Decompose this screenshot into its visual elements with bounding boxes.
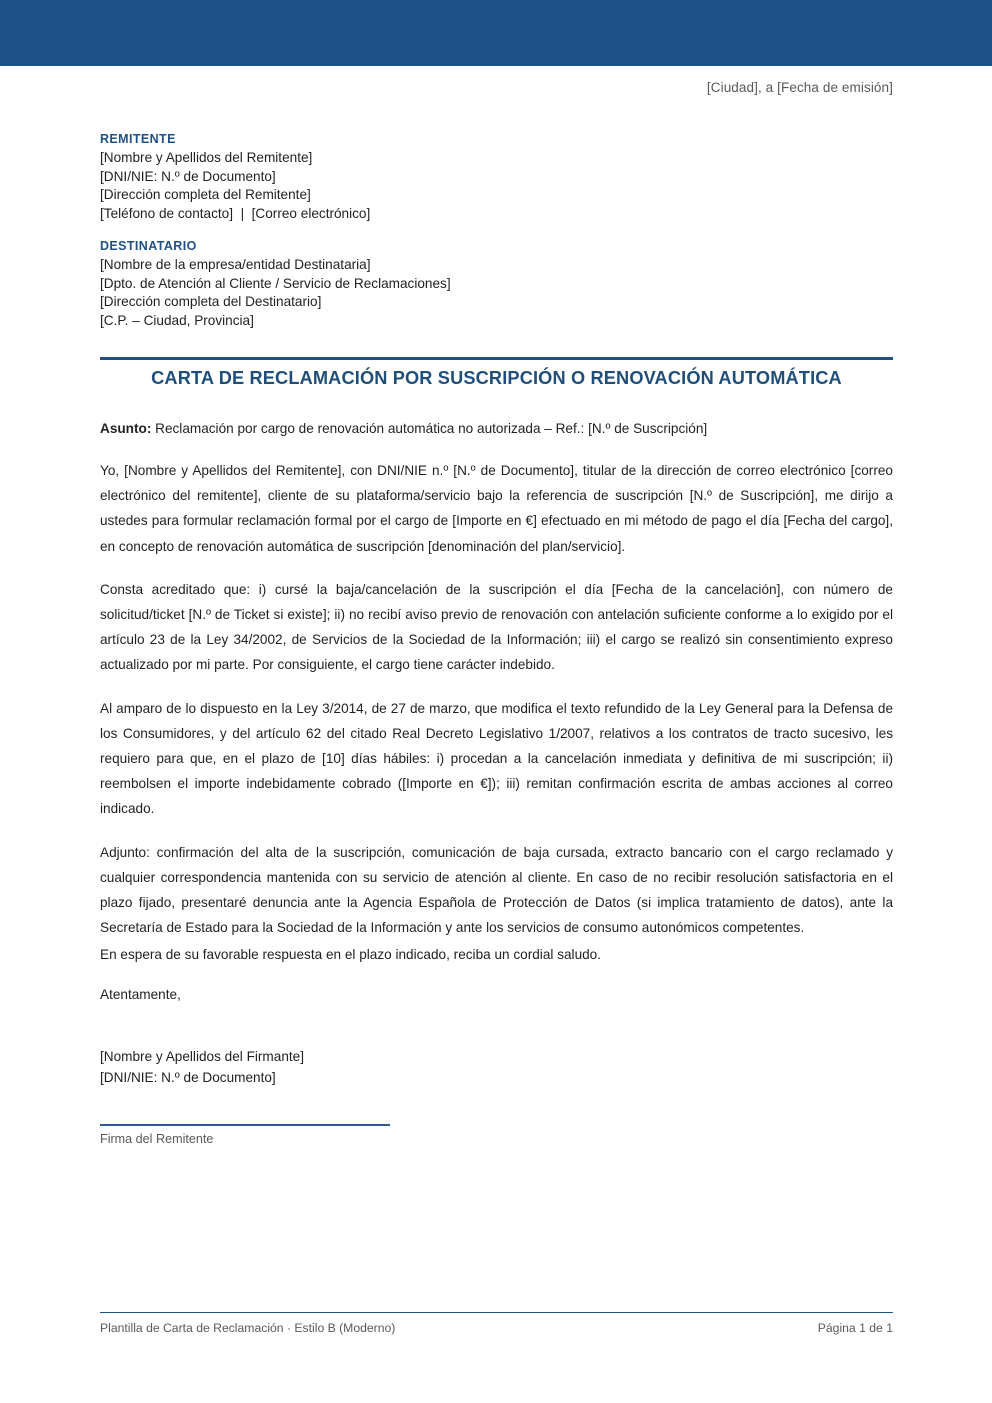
letter-body	[100, 458, 893, 940]
signer-block	[100, 1046, 893, 1088]
sender-heading: REMITENTE	[100, 132, 176, 146]
body-paragraph-2: Consta acreditado que: i) cursé la baja/cancelación de la suscripción el día [Fecha de la cancelación], con número de solicitud/ticket [N.º de Ticket si existe]; ii) no recibí aviso previo de renovación con antelación suficiente conforme a lo exigido por el artículo 23 de la Ley 34/2002, de Servicios de la Sociedad de la Información; iii) el cargo se realizó sin consentimiento expreso actualizado por mi parte. Por consiguiente, el cargo tiene carácter indebido.	[100, 581, 893, 673]
page-title: CARTA DE RECLAMACIÓN POR SUSCRIPCIÓN O RENOVACIÓN AUTOMÁTICA	[151, 368, 842, 388]
closing-line: En espera de su favorable respuesta en el plazo indicado, reciba un cordial saludo.	[100, 947, 602, 962]
footer-divider	[100, 1312, 893, 1313]
recipient-line-2: [Dpto. de Atención al Cliente / Servicio de Reclamaciones]	[100, 275, 451, 291]
page-footer	[100, 1321, 893, 1335]
date-line: [Ciudad], a [Fecha de emisión]	[706, 80, 893, 95]
recipient-line-3: [Dirección completa del Destinatario]	[100, 294, 322, 310]
recipient-block	[100, 237, 700, 330]
body-paragraph-3: Al amparo de lo dispuesto en la Ley 3/2014, de 27 de marzo, que modifica el texto refundido de la Ley General para la Defensa de los Consumidores, y del artículo 62 del citado Real Decreto Legislativo 1/2007, relativos a los contratos de tracto sucesivo, les requiero para que, en el plazo de [10] días hábiles: i) procedan a la cancelación inmediata y definitiva de mi suscripción; ii) reembolsen el importe indebidamente cobrado ([Importe en €]); iii) remitan confirmación escrita de ambas acciones al correo indicado.	[100, 700, 893, 817]
body-paragraph-4: Adjunto: confirmación del alta de la suscripción, comunicación de baja cursada, extracto bancario con el cargo reclamado y cualquier correspondencia mantenida con su servicio de atención al cliente. En caso de no recibir resolución satisfactoria en el plazo fijado, presentaré denuncia ante la Agencia Española de Protección de Datos (si implica tratamiento de datos), ante la Secretaría de Estado para la Sociedad de la Información y ante los servicios de consumo autonómicos competentes.	[100, 844, 893, 936]
subject-line	[100, 419, 893, 438]
header-band	[0, 0, 992, 66]
signature-line	[100, 1124, 390, 1126]
signer-id: [DNI/NIE: N.º de Documento]	[100, 1070, 276, 1085]
footer-left-text: Plantilla de Carta de Reclamación · Estilo B (Moderno)	[100, 1321, 396, 1335]
recipient-line-1: [Nombre de la empresa/entidad Destinataria]	[100, 257, 371, 272]
recipient-line-4: [C.P. – Ciudad, Provincia]	[100, 312, 254, 328]
subject-label: Asunto:	[100, 421, 152, 436]
subject-text: Reclamación por cargo de renovación automática no autorizada – Ref.: [N.º de Suscripción]	[151, 421, 708, 436]
valediction: Atentamente,	[100, 987, 181, 1002]
recipient-heading: DESTINATARIO	[100, 239, 197, 253]
sender-line-4: [Teléfono de contacto] | [Correo electrónico]	[100, 205, 371, 221]
footer-page-number: Página 1 de 1	[817, 1321, 893, 1335]
signature-caption: Firma del Remitente	[100, 1132, 214, 1146]
signer-name: [Nombre y Apellidos del Firmante]	[100, 1049, 304, 1064]
sender-line-2: [DNI/NIE: N.º de Documento]	[100, 168, 276, 184]
sender-line-3: [Dirección completa del Remitente]	[100, 187, 311, 203]
sender-block	[100, 130, 700, 223]
sender-line-1: [Nombre y Apellidos del Remitente]	[100, 150, 313, 165]
body-paragraph-1: Yo, [Nombre y Apellidos del Remitente], con DNI/NIE n.º [N.º de Documento], titular de la dirección de correo electrónico [correo electrónico del remitente], cliente de su plataforma/servicio bajo la referencia de suscripción [N.º de Suscripción], me dirijo a ustedes para formular reclamación formal por el cargo de [Importe en €] efectuado en mi método de pago el día [Fecha del cargo], en concepto de renovación automática de suscripción [denominación del plan/servicio].	[100, 463, 893, 554]
title-divider	[100, 357, 893, 360]
